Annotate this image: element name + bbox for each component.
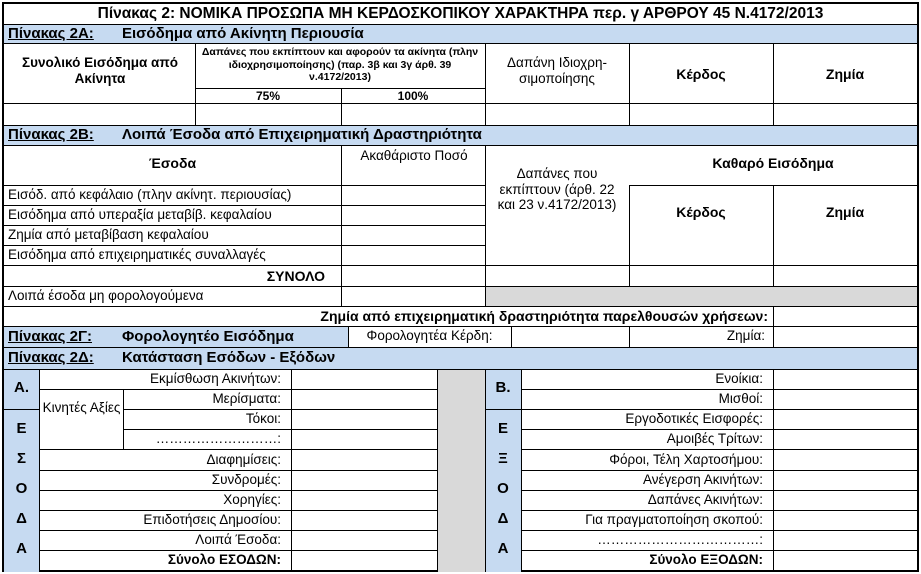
row-capital-transfer-loss: Ζημία από μεταβίβαση κεφαλαίου [8,227,209,242]
field-expense-third-party-fees[interactable] [774,430,917,449]
field-expense-other[interactable] [774,531,917,550]
row-untaxed-other-income: Λοιπά έσοδα μη φορολογούμενα [8,288,204,303]
field-2b-total-loss[interactable] [774,266,917,286]
col-2b-deductible-expenses: Δαπάνες που εκπίπτουν (άρθ. 22 και 23 ν.4172/2013) [497,166,617,213]
income-row-sponsorships: Χορηγίες: [223,492,281,507]
field-2a-profit[interactable] [630,104,773,125]
income-row-subscriptions: Συνδρομές: [211,472,281,487]
field-taxable-loss[interactable] [774,327,917,347]
col-2a-profit: Κέρδος [676,66,726,82]
expense-row-employer-contributions: Εργοδοτικές Εισφορές: [625,411,763,426]
table-2d-label: Πίνακας 2Δ: [8,349,94,366]
expense-letter-a: Α [497,540,509,557]
table-2c-label: Πίνακας 2Γ: [8,328,92,345]
expense-row-purpose-fulfilment: Για πραγματοποίηση σκοπού: [585,512,763,527]
expense-total-label: Σύνολο ΕΞΟΔΩΝ: [649,552,763,567]
income-row-other-income: Λοιπά Έσοδα: [195,532,281,547]
tax-form-table-2 [2,2,919,572]
income-row-dividends: Μερίσματα: [212,391,281,406]
expense-letter-e: Ε [497,420,508,437]
col-75-percent: 75% [255,90,281,103]
row-capital-income: Εισόδ. από κεφάλαιο (πλην ακίνητ. περιουσίας) [8,187,292,202]
expense-row-third-party-fees: Αμοιβές Τρίτων: [666,431,763,446]
field-expense-purpose[interactable] [774,511,917,530]
field-prior-years-loss[interactable] [774,307,917,326]
field-income-advertising[interactable] [292,450,437,470]
income-row-advertising: Διαφημίσεις: [206,452,281,467]
untaxed-gray-area [485,286,917,306]
table-2d-title: Κατάσταση Εσόδων - Εξόδων [122,349,336,366]
field-capital-loss-gross[interactable] [342,226,485,245]
field-expense-rents[interactable] [774,370,917,389]
expense-row-salaries: Μισθοί: [718,391,763,406]
field-capital-income-gross[interactable] [342,186,485,205]
field-2a-total-income[interactable] [4,104,195,125]
col-2b-net-income: Καθαρό Εισόδημα [712,155,834,171]
field-income-other[interactable] [292,531,437,550]
field-2a-deductible-75[interactable] [196,104,341,125]
table-2a-title: Εισόδημα από Ακίνητη Περιουσία [122,25,364,42]
table-2b-title: Λοιπά Έσοδα από Επιχειρηματική Δραστηριότητα [122,126,482,143]
col-self-use-expense: Δαπάνη Ιδιοχρη-σιμοποίησης [507,55,607,86]
table-2b-label: Πίνακας 2Β: [8,126,94,143]
field-expense-salaries[interactable] [774,390,917,409]
field-income-total[interactable] [292,551,437,572]
field-2b-total-deductible[interactable] [486,266,629,286]
expense-letter-x: Ξ [498,450,508,467]
col-2b-gross-amount: Ακαθάριστο Ποσό [360,148,468,163]
income-row-interest: Τόκοι: [245,411,281,426]
field-2b-total-profit[interactable] [630,266,773,286]
taxable-profit-label: Φορολογητέα Κέρδη: [366,328,493,343]
expense-letter-o: Ο [497,480,509,497]
row-business-transactions-income: Εισόδημα από επιχειρηματικές συναλλαγές [8,247,266,262]
field-expense-total[interactable] [774,551,917,572]
movable-securities-label: Κινητές Αξίες [42,400,121,415]
field-2b-total-gross[interactable] [342,266,485,286]
field-income-property-rental[interactable] [292,370,437,389]
income-row-other-securities: ………………………: [155,431,281,446]
income-total-label: Σύνολο ΕΣΟΔΩΝ: [167,552,281,567]
form-title: Πίνακας 2: ΝΟΜΙΚΑ ΠΡΟΣΩΠΑ ΜΗ ΚΕΡΔΟΣΚΟΠΙΚΟΥ ΧΑΡΑΚΤΗΡΑ περ. γ ΑΡΘΡΟΥ 45 Ν.4172/2013 [97,5,824,22]
field-2a-loss[interactable] [774,104,917,125]
income-letter-a2: Α [16,540,27,557]
table-2a-label: Πίνακας 2Α: [8,25,94,42]
field-capital-gain-gross[interactable] [342,206,485,225]
col-deductible-property-expenses: Δαπάνες που εκπίπτουν και αφορούν τα ακίνητα (πλην ιδιοχρησιμοποίησης) (παρ. 3β και 3γ άρθ. 39 ν.4172/2013) [201,46,479,84]
field-expense-taxes[interactable] [774,450,917,470]
expense-row-rents: Ενοίκια: [715,371,763,386]
row-capital-gain-income: Εισόδημα από υπεραξία μεταβίβ. κεφαλαίου [8,207,272,222]
row-2b-total: ΣΥΝΟΛΟ [266,268,325,284]
field-2a-self-use[interactable] [486,104,629,125]
field-2a-deductible-100[interactable] [342,104,485,125]
field-income-sponsorships[interactable] [292,491,437,510]
field-taxable-profit[interactable] [512,327,629,347]
gray-divider-column [437,369,485,572]
col-total-property-income: Συνολικό Εισόδημα από Ακίνητα [22,55,178,86]
field-income-subscriptions[interactable] [292,471,437,490]
expense-row-property-expenses: Δαπάνες Ακινήτων: [647,492,763,507]
income-letter-o: Ο [15,480,28,497]
income-letter-e: Ε [16,420,27,437]
expense-row-property-construction: Ανέγερση Ακινήτων: [642,472,763,487]
field-income-other-securities[interactable] [292,430,437,449]
taxable-loss-label: Ζημία: [726,328,765,343]
income-row-public-subsidies: Επιδοτήσεις Δημοσίου: [143,512,281,527]
income-letter-d: Δ [16,510,27,527]
expense-row-other: ………………………………: [597,532,763,547]
field-untaxed-other-income[interactable] [342,287,485,306]
col-2b-income: Έσοδα [148,155,197,171]
col-2b-profit: Κέρδος [676,204,726,220]
col-100-percent: 100% [397,90,429,103]
field-income-dividends[interactable] [292,390,437,409]
field-income-public-subsidies[interactable] [292,511,437,530]
income-letter-s: Σ [16,450,26,467]
field-expense-employer-contributions[interactable] [774,410,917,429]
field-business-transactions-gross[interactable] [342,246,485,265]
expense-row-taxes-stamp-duties: Φόροι, Τέλη Χαρτοσήμου: [609,452,763,467]
income-row-property-rental: Εκμίσθωση Ακινήτων: [150,371,281,386]
income-letter-a: Α. [14,379,29,396]
row-prior-years-business-loss: Ζημία από επιχειρηματική δραστηριότητα παρελθουσών χρήσεων: [320,308,768,324]
col-2b-loss: Ζημία [825,204,865,220]
expense-letter-d: Δ [497,510,509,527]
expense-letter-b: Β. [495,379,511,396]
field-expense-property[interactable] [774,491,917,510]
field-expense-construction[interactable] [774,471,917,490]
table-2c-title: Φορολογητέο Εισόδημα [122,328,294,345]
col-2a-loss: Ζημία [825,66,865,82]
field-income-interest[interactable] [292,410,437,429]
